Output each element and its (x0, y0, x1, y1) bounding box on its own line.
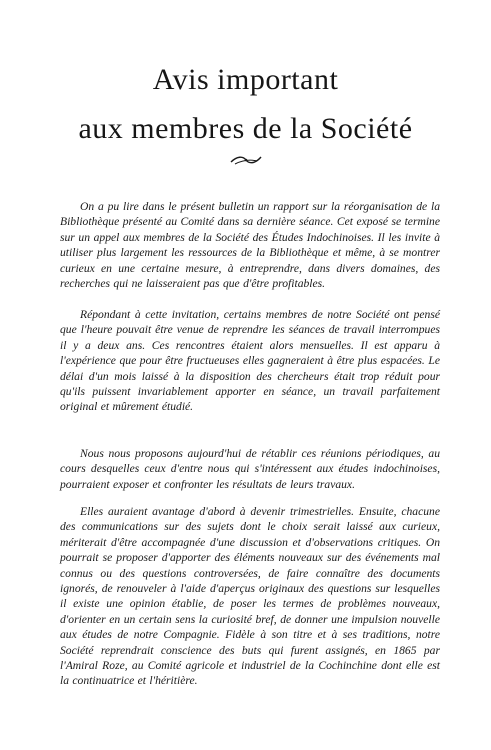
paragraph-4: Elles auraient avantage d'abord à devenir trimestrielles. Ensuite, chacune des communications sur des sujets dont le choix serait laissé aux curieux, mériterait d'être accompagnée d'une discussion et d'observations critiques. On pourrait se proposer d'apporter des éléments nouveaux sur des événements mal connus ou des questions controversées, de faire connaître des documents ignorés, de renouveler à l'aide d'aperçus originaux des questions sur lesquelles il existe une opinion établie, de poser les termes de problèmes nouveaux, d'orienter en un certain sens la curiosité bref, de donner une impulsion nouvelle aux études de notre Compagnie. Fidèle à son titre et à ses traditions, notre Société reprendrait conscience des buts qui furent assignés, en 1865 par l'Amiral Roze, au Comité agricole et industriel de la Cochinchine dont elle est la continuatrice et l'héritière. (60, 505, 440, 688)
flourish-ornament-icon (229, 153, 263, 167)
paragraph-2: Répondant à cette invitation, certains membres de notre Société ont pensé que l'heure pouvait être venue de reprendre les séances de travail interrompues il y a deux ans. Ces rencontres étaient alors mensuelles. Il est apparu à l'expérience que pour être fructueuses elles gagneraient à être plus espacées. Le délai d'un mois laissé à la disposition des chercheurs était trop réduit pour qu'ils puissent invariablement apporter en séance, un travail parfaitement original et mûrement étudié. (60, 308, 440, 414)
paragraph-1: On a pu lire dans le présent bulletin un rapport sur la réorganisation de la Bibliothèque présenté au Comité dans sa dernière séance. Cet exposé se termine sur un appel aux membres de la Société des Études Indochinoises. Il les invite à utiliser plus largement les ressources de la Bibliothèque et même, à se montrer curieux en une certaine mesure, à entreprendre, dans divers domaines, des recherches qui ne laisseraient pas que d'être profitables. (60, 200, 440, 291)
paragraph-3: Nous nous proposons aujourd'hui de rétablir ces réunions périodiques, au cours desquelles ceux d'entre nous qui s'intéressent aux études indochinoises, pourraient exposer et confronter les résultats de leurs travaux. (60, 447, 440, 491)
title-line-1: Avis important (152, 63, 339, 96)
title-line-2: aux membres de la Société (78, 112, 413, 145)
